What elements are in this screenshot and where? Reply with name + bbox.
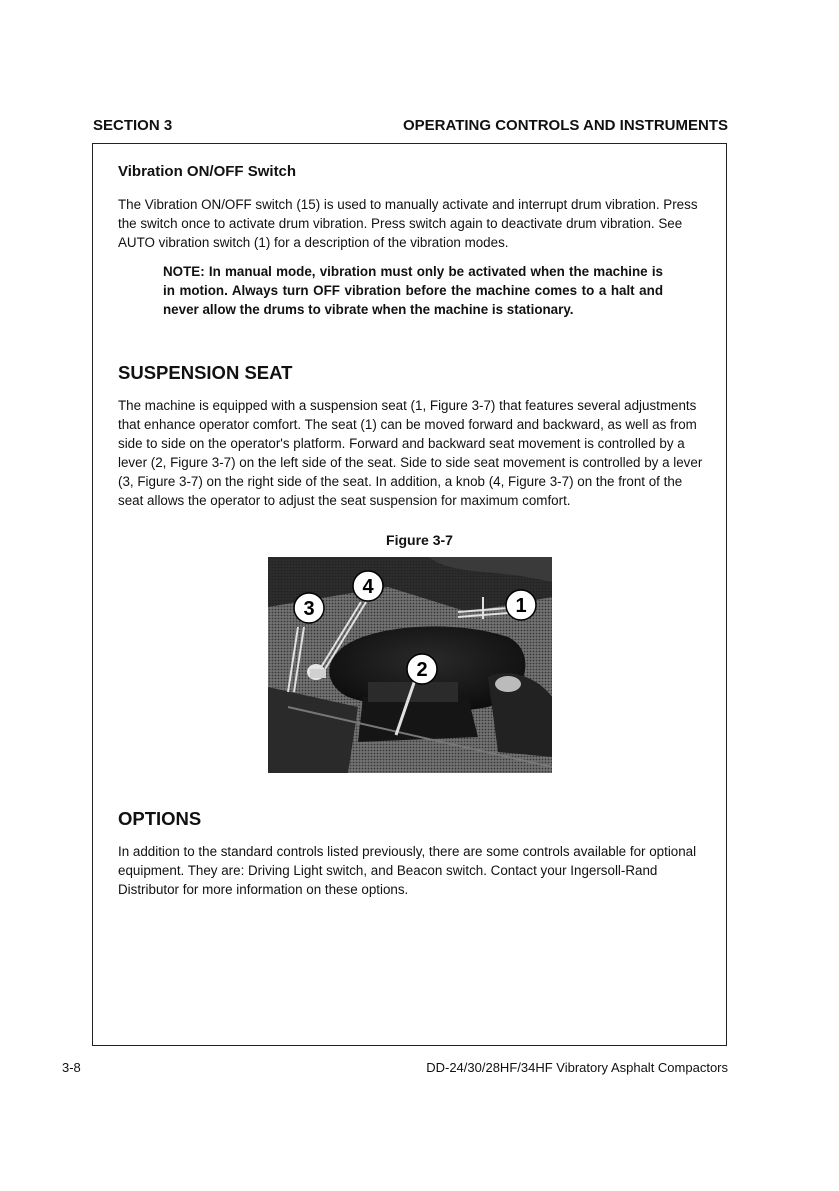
- figure-caption: Figure 3-7: [386, 532, 453, 548]
- svg-text:4: 4: [362, 576, 374, 598]
- callout-3: [294, 593, 324, 623]
- document-title: DD-24/30/28HF/34HF Vibratory Asphalt Compactors: [426, 1060, 728, 1075]
- callout-4: [353, 571, 383, 601]
- section-label: SECTION 3: [93, 117, 173, 134]
- suspension-paragraph: The machine is equipped with a suspension seat (1, Figure 3-7) that features several adjustments that enhance operator comfort. The seat (1) can be moved forward and backward, as well as from side to side on the operator's platform. Forward and backward seat movement is controlled by a lever (2, Figure 3-7) on the left side of the seat. Side to side seat movement is controlled by a lever (3, Figure 3-7) on the right side of the seat. In addition, a knob (4, Figure 3-7) on the front of the seat allows the operator to adjust the seat suspension for maximum comfort.: [118, 398, 703, 508]
- options-heading: OPTIONS: [118, 808, 202, 829]
- vibration-heading: Vibration ON/OFF Switch: [118, 163, 297, 180]
- vibration-note: NOTE: In manual mode, vibration must only be activated when the machine is in motion. Always turn OFF vibration before the machine comes to a halt and never allow the drums to vibrate when the machine is stationary.: [163, 264, 663, 317]
- options-paragraph: In addition to the standard controls listed previously, there are some controls available for optional equipment. They are: Driving Light switch, and Beacon switch. Contact your Ingersoll-Rand Distributor for more information on these options.: [118, 844, 697, 897]
- suspension-heading: SUSPENSION SEAT: [118, 362, 293, 383]
- chapter-title: OPERATING CONTROLS AND INSTRUMENTS: [403, 117, 728, 134]
- vibration-paragraph: The Vibration ON/OFF switch (15) is used to manually activate and interrupt drum vibration. Press the switch once to activate drum vibration. Press switch again to deactivate drum vibration. See AUTO vibration switch (1) for a description of the vibration modes.: [118, 197, 698, 250]
- svg-text:2: 2: [416, 659, 428, 681]
- svg-text:3: 3: [303, 598, 315, 620]
- seat-photo: [268, 557, 552, 773]
- callout-1: [506, 590, 536, 620]
- svg-text:1: 1: [515, 595, 527, 617]
- callout-2: [407, 654, 437, 684]
- page-number: 3-8: [62, 1060, 81, 1075]
